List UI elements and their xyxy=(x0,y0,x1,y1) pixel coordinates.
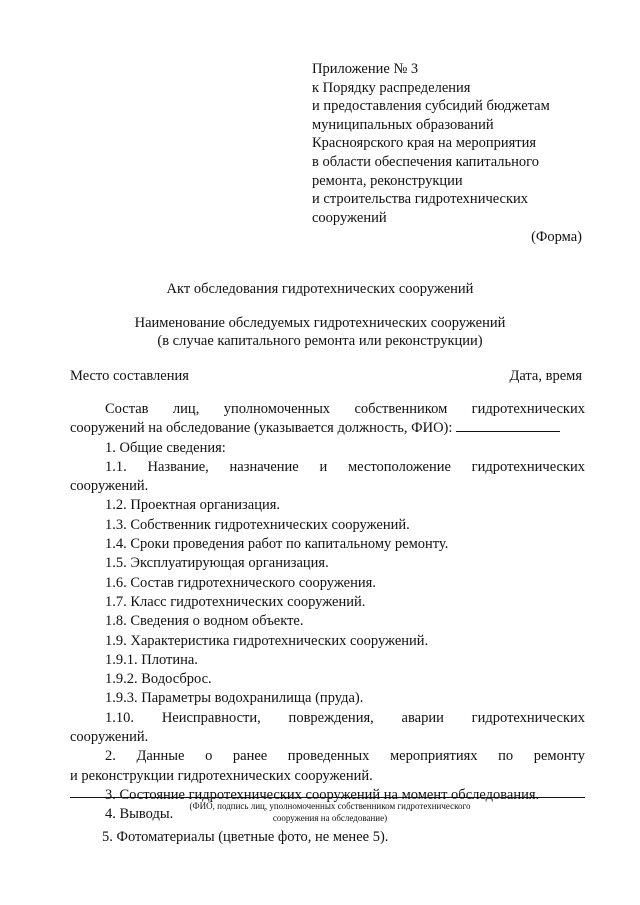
document-subtitle xyxy=(0,314,640,350)
appendix-header xyxy=(312,60,612,227)
composition-text: сооружений на обследование (указывается должность, ФИО): xyxy=(70,420,453,437)
item-1-9: 1.9. Характеристика гидротехнических сооружений. xyxy=(105,632,429,649)
item-1-9-3: 1.9.3. Параметры водохранилища (пруда). xyxy=(105,690,364,707)
appendix-line: ремонта, реконструкции xyxy=(312,172,463,189)
appendix-line: в области обеспечения капитального xyxy=(312,153,539,170)
item-1-3: 1.3. Собственник гидротехнических сооружений. xyxy=(105,516,410,533)
item-1-8: 1.8. Сведения о водном объекте. xyxy=(105,613,304,630)
appendix-line: Красноярского края на мероприятия xyxy=(312,135,537,152)
document-title: Акт обследования гидротехнических сооружений xyxy=(166,281,474,297)
signature-line xyxy=(70,797,585,798)
appendix-line: Приложение № 3 xyxy=(312,61,419,77)
item-1-9-1: 1.9.1. Плотина. xyxy=(105,651,198,668)
section-general: 1. Общие сведения: xyxy=(105,439,226,456)
appendix-line: и строительства гидротехнических xyxy=(312,191,529,208)
place-label: Место составления xyxy=(70,368,189,384)
subtitle-line: (в случае капитального ремонта или реконструкции) xyxy=(157,333,483,349)
item-2-cont: и реконструкции гидротехнических сооружений. xyxy=(70,767,373,784)
item-1-9-2: 1.9.2. Водосброс. xyxy=(105,671,212,688)
signature-caption-line: сооружения на обследование) xyxy=(272,813,388,823)
form-label: (Форма) xyxy=(531,229,582,245)
item-1-2: 1.2. Проектная организация. xyxy=(105,497,281,514)
appendix-line: и предоставления субсидий бюджетам xyxy=(312,98,550,115)
item-3: 3. Состояние гидротехнических сооружений на момент обследования. xyxy=(105,786,540,803)
item-1-10-cont: сооружений. xyxy=(70,729,149,746)
composition-line: Состав лиц, уполномоченных собственником гидротехнических xyxy=(105,401,585,417)
item-1-1-cont: сооружений. xyxy=(70,478,149,495)
composition-line-2 xyxy=(70,419,585,438)
item-1-6: 1.6. Состав гидротехнического сооружения. xyxy=(105,574,376,591)
item-1-4: 1.4. Сроки проведения работ по капитальному ремонту. xyxy=(105,536,449,553)
document-body xyxy=(70,400,585,825)
signature-caption-line: (ФИО, подпись лиц, уполномоченных собственником гидротехнического xyxy=(189,801,471,811)
appendix-line: сооружений xyxy=(312,209,387,226)
appendix-line: к Порядку распределения xyxy=(312,79,471,96)
item-1-7: 1.7. Класс гидротехнических сооружений. xyxy=(105,593,366,610)
item-1-10: 1.10. Неисправности, повреждения, аварии гидротехнических xyxy=(105,709,585,726)
appendix-line: муниципальных образований xyxy=(312,116,494,133)
item-1-5: 1.5. Эксплуатирующая организация. xyxy=(105,555,329,572)
item-4: 4. Выводы. xyxy=(105,806,174,823)
item-5-photos: 5. Фотоматериалы (цветные фото, не менее 5). xyxy=(102,829,389,845)
item-1-1: 1.1. Название, назначение и местоположение гидротехнических xyxy=(105,458,585,475)
item-2: 2. Данные о ранее проведенных мероприятиях по ремонту xyxy=(105,748,585,765)
fill-in-blank xyxy=(456,419,560,432)
signature-caption xyxy=(150,800,510,824)
subtitle-line: Наименование обследуемых гидротехнических сооружений xyxy=(134,315,506,331)
datetime-label: Дата, время xyxy=(509,368,582,384)
